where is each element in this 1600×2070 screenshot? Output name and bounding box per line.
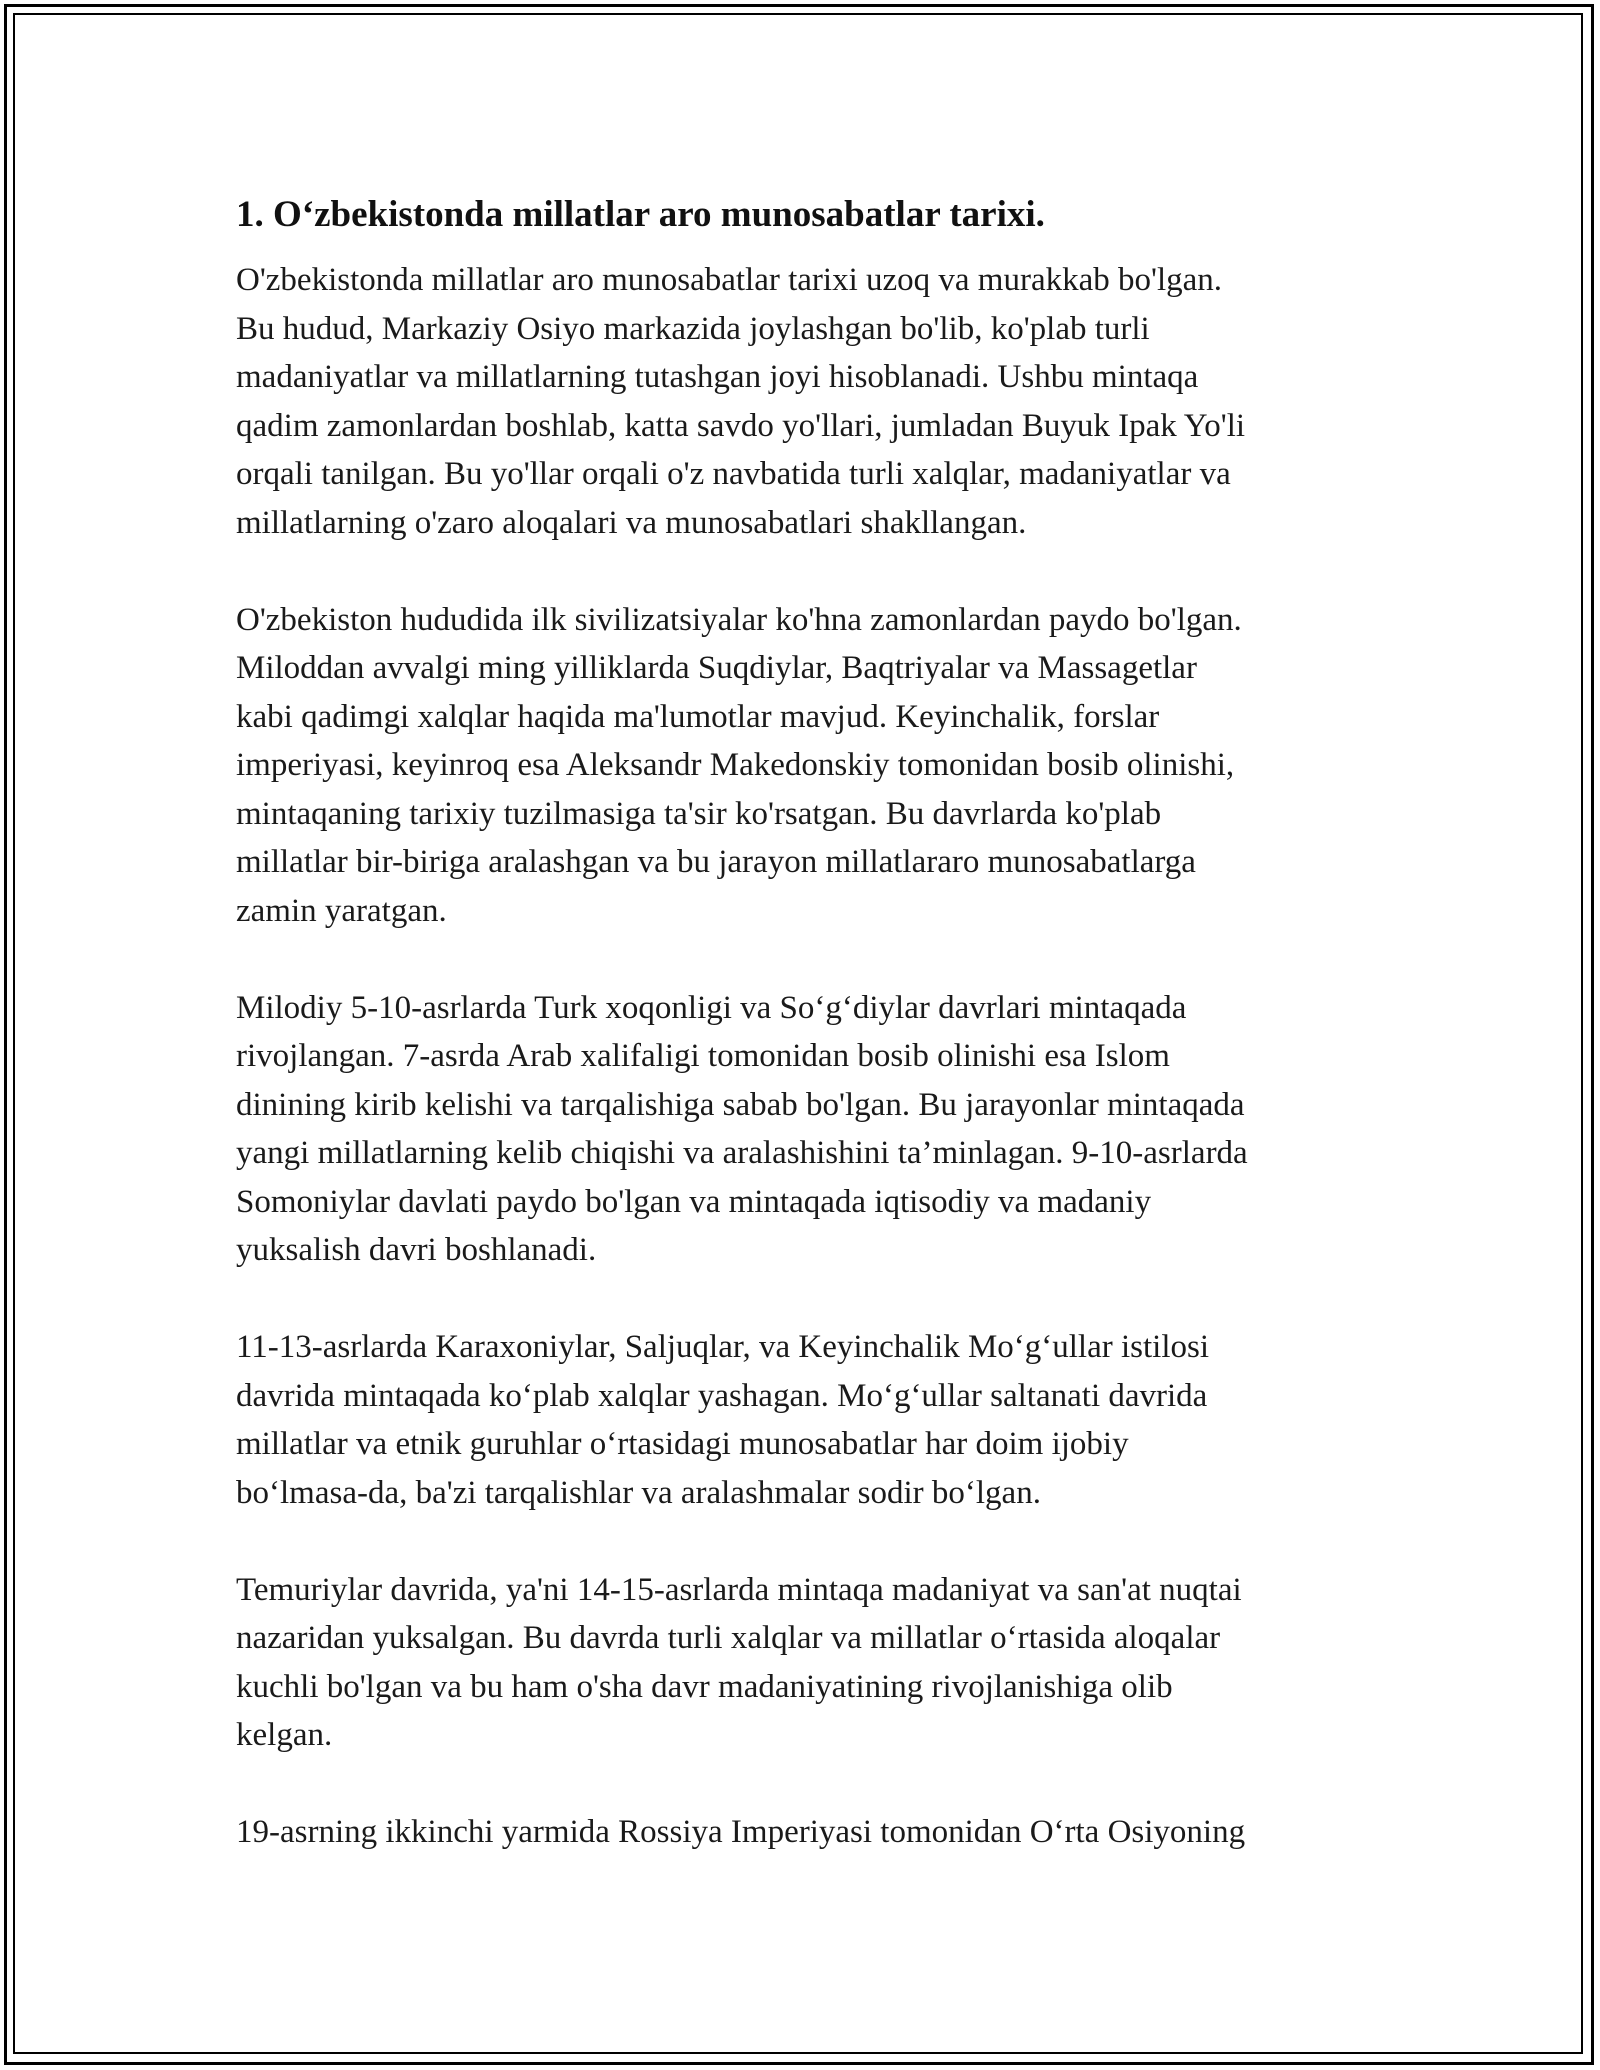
paragraph-russian-empire: 19-asrning ikkinchi yarmida Rossiya Imperiyasi tomonidan O‘rta Osiyoning <box>236 1814 1246 1850</box>
paragraph-early-civilizations: O'zbekiston hududida ilk sivilizatsiyalar ko'hna zamonlardan paydo bo'lgan. Miloddan avvalgi ming yilliklarda Suqdiylar, Baqtriyalar va Massagetlar kabi qadimgi xalqlar haqida ma'lumotlar mavjud. Keyinchalik, forslar imperiyasi, keyinroq esa Aleksandr Makedonskiy tomonidan bosib olinishi, mintaqaning tarixiy tuzilmasiga ta'sir ko'rsatgan. Bu davrlarda ko'plab millatlar bir-biriga aralashgan va bu jarayon millatlararo munosabatlarga zamin yaratgan. <box>236 601 1242 929</box>
paragraph-turk-arab-period: Milodiy 5-10-asrlarda Turk xoqonligi va So‘g‘diylar davrlari mintaqada rivojlangan. 7-asrda Arab xalifaligi tomonidan bosib olinishi esa Islom dinining kirib kelishi va tarqalishiga sabab bo'lgan. Bu jarayonlar mintaqada yangi millatlarning kelib chiqishi va aralashishini ta’minlagan. 9-10-asrlarda Somoniylar davlati paydo bo'lgan va mintaqada iqtisodiy va madaniy yuksalish davri boshlanadi. <box>236 989 1248 1268</box>
paragraph-timurid-period: Temuriylar davrida, ya'ni 14-15-asrlarda mintaqa madaniyat va san'at nuqtai nazaridan yuksalgan. Bu davrda turli xalqlar va millatlar o‘rtasida aloqalar kuchli bo'lgan va bu ham o'sha davr madaniyatining rivojlanishiga olib kelgan. <box>236 1571 1242 1753</box>
paragraph-intro: O'zbekistonda millatlar aro munosabatlar tarixi uzoq va murakkab bo'lgan. Bu hudud, Markaziy Osiyo markazida joylashgan bo'lib, ko'plab turli madaniyatlar va millatlarning tutashgan joyi hisoblanadi. Ushbu mintaqa qadim zamonlardan boshlab, katta savdo yo'llari, jumladan Buyuk Ipak Yo'li orqali tanilgan. Bu yo'llar orqali o'z navbatida turli xalqlar, madaniyatlar va millatlarning o'zaro aloqalari va munosabatlari shakllangan. <box>236 262 1246 541</box>
paragraph-mongol-period: 11-13-asrlarda Karaxoniylar, Saljuqlar, va Keyinchalik Mo‘g‘ullar istilosi davrida mintaqada ko‘plab xalqlar yashagan. Mo‘g‘ullar saltanati davrida millatlar va etnik guruhlar o‘rtasidagi munosabatlar har doim ijobiy bo‘lmasa-da, ba'zi tarqalishlar va aralashmalar sodir bo‘lgan. <box>236 1329 1210 1511</box>
document-body <box>236 186 1376 1905</box>
section-heading: 1. O‘zbekistonda millatlar aro munosabatlar tarixi. <box>236 194 1045 235</box>
